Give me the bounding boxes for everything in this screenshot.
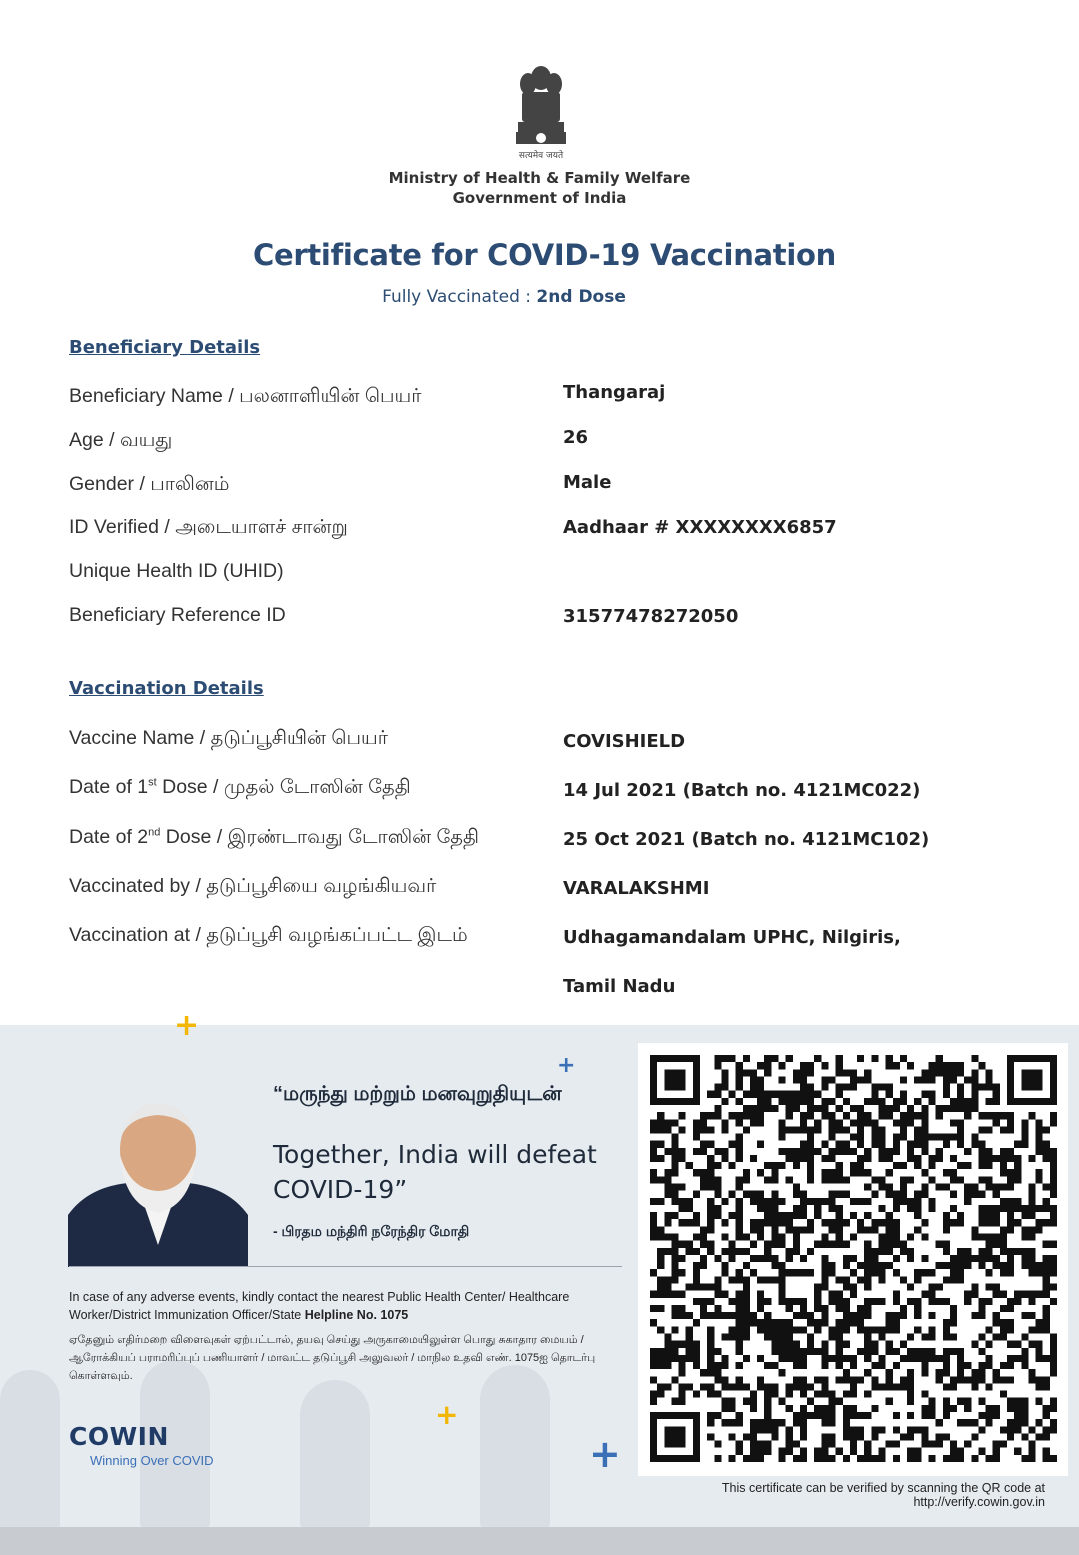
- beneficiary-name-label: Beneficiary Name / பலனாளியின் பெயர்: [69, 385, 422, 407]
- dose1-date-label: [69, 776, 411, 801]
- qr-code: [650, 1055, 1057, 1462]
- helpline-number: Helpline No. 1075: [304, 1308, 409, 1322]
- plus-icon: +: [174, 1008, 200, 1043]
- plus-icon: +: [589, 1432, 621, 1476]
- helpline-notice-tamil: ஏதேனும் எதிர்மறை விளைவுகள் ஏற்பட்டால், தயவு செய்து அருகாமையிலுள்ள பொது சுகாதார மையம் / ஆரோக்கியப் பராமரிப்புப் பணியாளர் / மாவட்ட தடுப்பூசி அலுவலர் / மாநில உதவி எண். 1075ஐ தொடர்பு கொள்ளவும்.: [69, 1334, 596, 1382]
- age-label: Age / வயது: [69, 429, 173, 451]
- vaccination-status: [0, 287, 1008, 307]
- vaccination-section-title: Vaccination Details: [69, 678, 264, 699]
- vaccine-name-label: Vaccine Name / தடுப்பூசியின் பெயர்: [69, 727, 388, 749]
- gender-label: Gender / பாலினம்: [69, 473, 230, 495]
- divider: [69, 1266, 622, 1267]
- dose2-date-value: 25 Oct 2021 (Batch no. 4121MC102): [563, 829, 930, 850]
- background-figure: [0, 1370, 60, 1530]
- beneficiary-section-title: Beneficiary Details: [69, 337, 261, 358]
- id-verified-label: ID Verified / அடையாளச் சான்று: [69, 516, 348, 538]
- background-figure: [480, 1365, 550, 1530]
- vaccinated-at-value-line1: Udhagamandalam UPHC, Nilgiris,: [563, 927, 901, 948]
- vaccine-name-value: COVISHIELD: [563, 731, 686, 752]
- dose2-date-label: [69, 826, 479, 851]
- ministry-name: Ministry of Health & Family Welfare: [388, 169, 691, 187]
- footer-strip: [0, 1527, 1079, 1555]
- quote-english: Together, India will defeat COVID-19”: [273, 1140, 597, 1204]
- quote-tamil: “மருந்து மற்றும் மனவுறுதியுடன்: [273, 1083, 562, 1105]
- helpline-notice-text: In case of any adverse events, kindly contact the nearest Public Health Center/ Healthcare Worker/District Immunization Officer/State: [69, 1290, 570, 1322]
- government-name: Government of India: [452, 189, 627, 207]
- vaccinated-by-label: Vaccinated by / தடுப்பூசியை வழங்கியவர்: [69, 875, 437, 897]
- beneficiary-name-value: Thangaraj: [563, 382, 666, 403]
- uhid-label: Unique Health ID (UHID): [69, 560, 284, 582]
- quote-attribution: - பிரதம மந்திரி நரேந்திர மோதி: [273, 1223, 470, 1239]
- prime-minister-portrait: [68, 1095, 248, 1267]
- dose2-label-text: Date of 2: [69, 826, 149, 848]
- cowin-tagline: Winning Over COVID: [90, 1453, 214, 1468]
- dose1-date-value: 14 Jul 2021 (Batch no. 4121MC022): [563, 780, 921, 801]
- gender-value: Male: [563, 472, 612, 493]
- reference-id-label: Beneficiary Reference ID: [69, 604, 286, 626]
- plus-icon: +: [435, 1398, 459, 1431]
- id-verified-value: Aadhaar # XXXXXXXX6857: [563, 517, 837, 538]
- status-label: Fully Vaccinated :: [382, 287, 537, 307]
- emblem-motto: सत्यमेव जयते: [518, 151, 564, 161]
- vaccinated-at-label: Vaccination at / தடுப்பூசி வழங்கப்பட்ட இடம்: [69, 924, 468, 946]
- national-emblem-icon: [510, 60, 572, 162]
- vaccinated-by-value: VARALAKSHMI: [563, 878, 710, 899]
- certificate-title: Certificate for COVID-19 Vaccination: [253, 238, 836, 272]
- status-value: 2nd Dose: [536, 287, 626, 307]
- dose2-label-suffix: Dose / இரண்டாவது டோஸின் தேதி: [160, 826, 479, 848]
- dose1-label-text: Date of 1: [69, 776, 149, 798]
- age-value: 26: [563, 427, 589, 448]
- dose2-label-ordinal: nd: [148, 826, 161, 839]
- helpline-notice-english: [69, 1288, 629, 1324]
- qr-verification-note: [600, 1481, 1045, 1509]
- vaccinated-at-value-line2: Tamil Nadu: [563, 976, 676, 997]
- background-figure: [300, 1380, 370, 1530]
- dose1-label-suffix: Dose / முதல் டோஸின் தேதி: [156, 776, 411, 798]
- plus-icon: +: [557, 1053, 576, 1078]
- cowin-logo: COWIN: [69, 1422, 169, 1451]
- qr-note-line1: This certificate can be verified by scanning the QR code at: [721, 1481, 1045, 1495]
- dose1-label-ordinal: st: [148, 776, 157, 789]
- qr-note-line2[interactable]: http://verify.cowin.gov.in: [913, 1495, 1045, 1509]
- reference-id-value: 31577478272050: [563, 606, 739, 627]
